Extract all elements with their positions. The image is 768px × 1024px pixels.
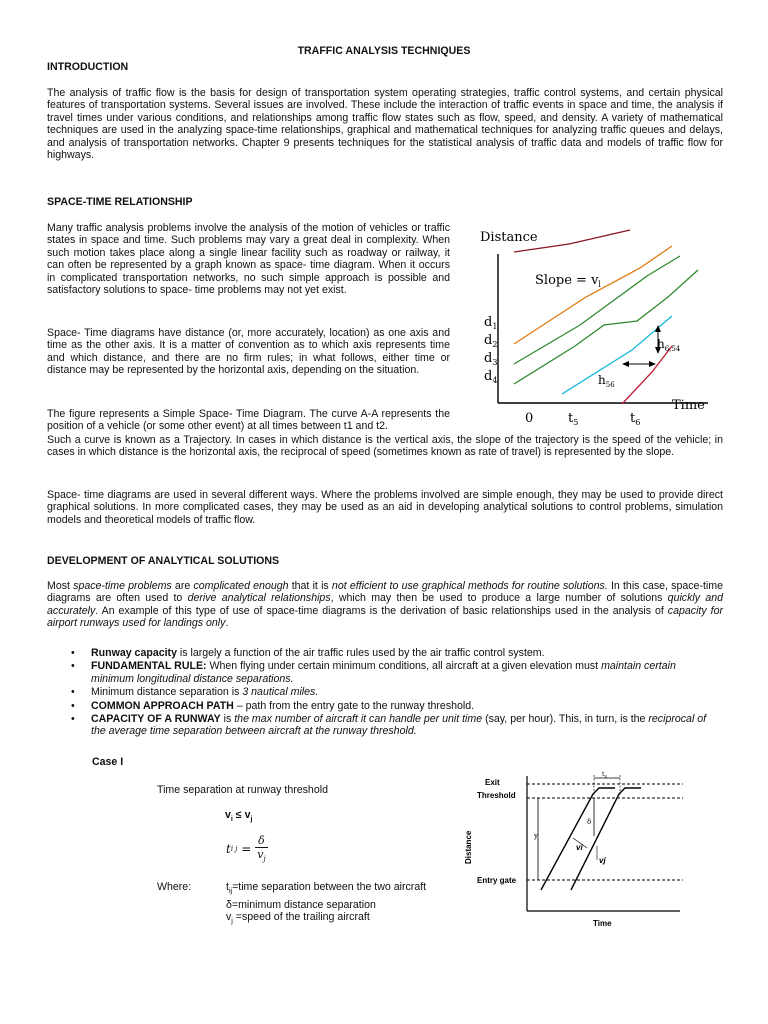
analytical-text-run: capacity for airport runways used for landings only (47, 604, 723, 630)
page-title: TRAFFIC ANALYSIS TECHNIQUES (297, 45, 471, 57)
label-h-654: $h_{6,54}$ (657, 337, 681, 353)
vj-label: vj (599, 856, 606, 865)
analytical-text-run: that it is (288, 580, 332, 592)
bullet-text-run: (say, per hour). This, in turn, is the (482, 713, 649, 726)
bullet-item (71, 660, 721, 685)
analytical-text-run: are (171, 580, 194, 592)
y-axis-label: Distance (480, 230, 538, 245)
analytical-text-run: space-time problems (73, 580, 172, 592)
label-d1: $d_1$ (484, 315, 498, 331)
bullet-text-run: reciprocal of the average time separation between aircraft at the runway threshold. (91, 713, 707, 738)
bullet-item (71, 686, 721, 698)
analytical-text-run: derive analytical relationships (187, 592, 331, 605)
bullet-text-run: is largely a function of the air traffic rules used by the air traffic control system. (176, 647, 545, 659)
time-separation-formula: t i j = $\frac{\delta}{v_j}$ (226, 834, 268, 863)
label-h-56: $h_{56}$ (598, 373, 615, 389)
tick-t6: $t_6$ (630, 411, 641, 427)
bullet-text-run: COMMON APPROACH PATH (91, 699, 234, 712)
trajectory-d1 (514, 246, 672, 344)
tij-mark: $t_{ij}$ (602, 771, 607, 779)
analytical-text-run: . An example of this type of use of space-time diagrams is the derivation of basic relationships used in the analysis of (95, 604, 668, 617)
bullet-text-run: – path from the entry gate to the runway threshold. (233, 699, 475, 712)
speed-condition: $v_i \le v_j$ (225, 809, 253, 824)
trajectory-cyan (562, 316, 672, 394)
bullet-text-run: the max number of aircraft it can handle per unit time (234, 713, 483, 726)
exit-label: Exit (485, 778, 500, 787)
bullet-text-run: FUNDAMENTAL RULE: (91, 660, 207, 673)
arrowhead-right-icon (649, 361, 656, 367)
case-caption: Time separation at runway threshold (157, 784, 328, 796)
analytical-text-run: quickly and accurately (47, 592, 723, 617)
intro-paragraph: The analysis of traffic flow is the basis for design of transportation system operating strategies, traffic control systems, and certain physical features of transportation systems. Several issues are involved. These include the interaction of traffic events in space and time, the analysis if travel times under various conditions, and relationships among traffic flow states such as flow, speed, and density. A variety of mathematical techniques are used in the analyzing space-time relationships, graphical and mathematical techniques for analyzing traffic queues and delays, and analysis of transportation networks. Chapter 9 presents techniques for the statistical analysis of traffic data and models of traffic flow for highways. (47, 87, 723, 162)
analytical-text-run: , which may then be used to produce a large number of solutions (330, 592, 668, 605)
entry-gate-label: Entry gate (477, 876, 517, 885)
spacetime-paragraph-1: Many traffic analysis problems involve the analysis of the motion of vehicles or traffic states in space and time. Such problems may vary a great deal in complexity. When such motion takes place along a single linear facility such as roadway or railway, it can often be represented by a graph known as space- time diagram. When it occurs in complicated transportation networks, no such simple approach is possible and satisfactory solutions to space- time problems may not yet exist. (47, 222, 450, 297)
analytical-text-run: . (225, 617, 229, 630)
analytical-text-run: Most (47, 580, 74, 592)
bullet-text-run: maintain certain minimum longitudinal distance separations. (91, 660, 676, 685)
bullet-item (71, 647, 721, 659)
spacetime-paragraph-2: Space- Time diagrams have distance (or, more accurately, location) as one axis and time as the other axis. It is a matter of convention as to which axis represents time and which distance, and there are no firm rules; in what follows, either time or distance may be represented by the horizontal axis, depending on the situation. (47, 327, 450, 377)
trajectory-vj (571, 788, 641, 890)
runway-approach-diagram (455, 768, 687, 934)
threshold-label: Threshold (477, 791, 516, 800)
label-d4: $d_4$ (484, 369, 498, 385)
time-axis-label: Time (593, 919, 612, 928)
where-label: Where: (157, 881, 192, 893)
bullet-text-run: When flying under certain minimum conditions, all aircraft at a given elevation must (206, 660, 602, 673)
y-mark: y (534, 832, 538, 840)
heading-introduction: INTRODUCTION (47, 61, 129, 73)
bullet-text-run: is (220, 713, 235, 726)
case-heading: Case I (92, 756, 124, 768)
x-axis-label: Time (672, 398, 705, 413)
bullet-text-run: Minimum distance separation is (91, 686, 243, 699)
spacetime-paragraph-3a: The figure represents a Simple Space- Time Diagram. The curve A-A represents the position of a vehicle (or some other event) at all times between t1 and t2. (47, 408, 450, 433)
bullet-list (71, 647, 721, 739)
bullet-item (71, 713, 721, 738)
formula-fraction: $\frac{\delta}{v_j}$ (255, 834, 268, 863)
spacetime-paragraph-4: Space- time diagrams are used in several different ways. Where the problems involved are simple enough, they may be used to provide direct graphical solutions. In more complicated cases, they may be used as an aid in developing analytical solutions to control problems, simulation models and theoretical models of traffic flow. (47, 489, 723, 526)
tick-0: 0 (525, 411, 534, 426)
tick-t5: $t_5$ (568, 411, 579, 427)
definition-vj: $v_j$ =speed of the trailing aircraft (226, 910, 370, 926)
arrowhead-left-icon (622, 361, 629, 367)
vi-label: vi (576, 843, 583, 852)
definition-tij: $t_{ij}=time$ separation between the two aircraft (226, 881, 427, 896)
bullet-item (71, 700, 721, 712)
space-time-diagram (472, 222, 722, 430)
distance-axis-label: Distance (464, 830, 473, 864)
analytical-paragraph (47, 580, 723, 630)
bullet-text-run: 3 nautical miles. (242, 686, 319, 699)
analytical-text-run: complicated enough (193, 580, 289, 592)
heading-space-time: SPACE-TIME RELATIONSHIP (47, 196, 193, 208)
label-d2: $d_2$ (484, 333, 498, 349)
analytical-text-run: not efficient to use graphical methods for routine solutions. (331, 580, 608, 592)
variable-definitions (226, 881, 426, 928)
delta-mark: δ (587, 818, 592, 826)
slope-label: Slope = $v_l$ (535, 273, 601, 289)
trajectory-red (622, 346, 672, 404)
label-d3: $d_3$ (484, 351, 498, 367)
spacetime-paragraph-3b: Such a curve is known as a Trajectory. In cases in which distance is the vertical axis, the slope of the trajectory is the speed of the vehicle; in cases in which distance is the horizontal axis, the reciprocal of speed (sometimes known as rate of travel) is represented by the slope. (47, 434, 723, 459)
analytical-text-run: In this case, space-time diagrams are often used to (47, 580, 723, 605)
bullet-text-run: CAPACITY OF A RUNWAY (91, 713, 221, 726)
heading-analytical: DEVELOPMENT OF ANALYTICAL SOLUTIONS (47, 555, 280, 567)
definition-delta: δ=minimum distance separation (226, 898, 376, 911)
bullet-text-run: Runway capacity (91, 647, 177, 659)
